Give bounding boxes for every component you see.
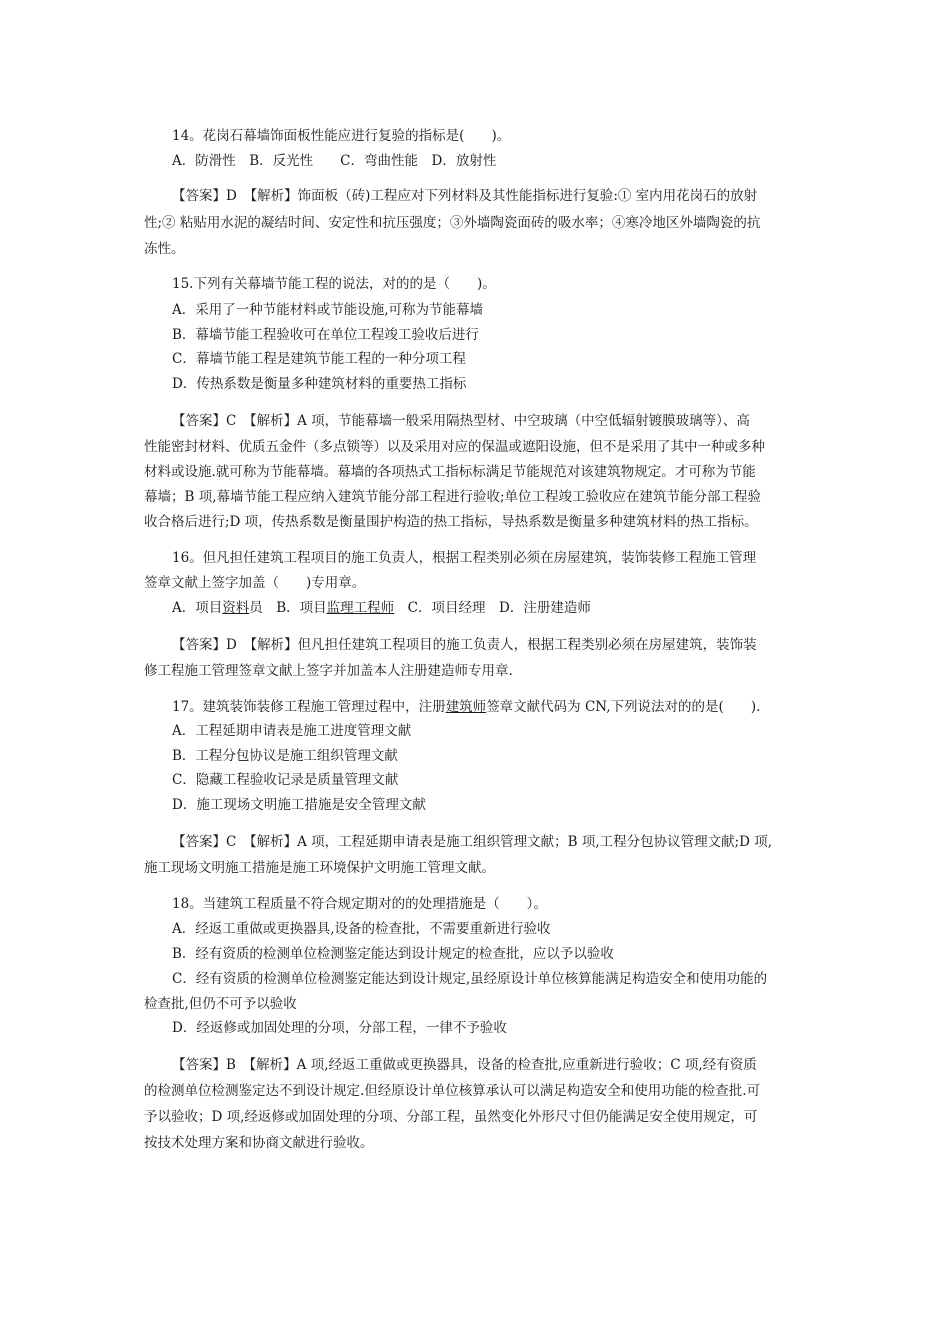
question-18-option-a: A．经返工重做或更换器具,设备的检查批，不需要重新进行验收 (172, 921, 551, 937)
question-16-line-2: 签章文献上签字加盖（ )专用章。 (144, 575, 366, 591)
answer-16-line-2: 修工程施工管理签章文献上签字并加盖本人注册建造师专用章. (144, 663, 513, 679)
answer-16-line-1: 【答案】D 【解析】但凡担任建筑工程项目的施工负责人，根据工程类别必须在房屋建筑，装饰装 (172, 637, 757, 653)
option-rest: C．项目经理 D．注册建造师 (394, 600, 591, 616)
option-prefix: A．项目 (172, 600, 223, 616)
answer-18-line-4: 按技术处理方案和协商文献进行验收。 (144, 1135, 374, 1151)
question-17-suffix: 签章文献代码为 CN,下列说法对的的是( ). (486, 699, 761, 715)
answer-15-line-2: 性能密封材料、优质五金件（多点锁等）以及采用对应的保温或遮阳设施，但不是采用了其中一种或多种 (144, 439, 765, 455)
question-17-prefix: 17。建筑装饰装修工程施工管理过程中，注册 (172, 699, 446, 715)
question-15-option-b: B．幕墙节能工程验收可在单位工程竣工验收后进行 (172, 327, 479, 343)
underlined-term-ziliao: 资料 (222, 600, 250, 616)
answer-17-line-1: 【答案】C 【解析】A 项，工程延期申请表是施工组织管理文献；B 项,工程分包协议管理文献;D 项, (172, 834, 773, 850)
question-14-text: 14。花岗石幕墙饰面板性能应进行复验的指标是( )。 (172, 128, 511, 144)
question-17-text (172, 695, 760, 719)
answer-15-line-1: 【答案】C 【解析】A 项，节能幕墙一般采用隔热型材、中空玻璃（中空低辐射镀膜玻璃等）、高 (172, 413, 750, 429)
question-16-options (172, 596, 591, 620)
answer-18-line-2: 的检测单位检测鉴定达不到设计规定.但经原设计单位核算承认可以满足构造安全和使用功能的检查批.可 (144, 1083, 761, 1099)
answer-14-line-1: 【答案】D 【解析】饰面板（砖)工程应对下列材料及其性能指标进行复验:① 室内用花岗石的放射 (172, 188, 758, 204)
answer-15-line-5: 收合格后进行;D 项，传热系数是衡量围护构造的热工指标，导热系数是衡量多种建筑材料的热工指标。 (144, 514, 758, 530)
question-18-option-c-line-2: 检查批,但仍不可予以验收 (144, 996, 297, 1012)
option-middle: 员 B．项目 (249, 600, 327, 616)
question-17-option-d: D．施工现场文明施工措施是安全管理文献 (172, 797, 426, 813)
answer-18-line-3: 予以验收；D 项,经返修或加固处理的分项、分部工程，虽然变化外形尺寸但仍能满足安全使用规定，可 (144, 1109, 758, 1125)
question-15-text: 15.下列有关幕墙节能工程的说法，对的的是（ )。 (172, 276, 496, 292)
question-17-option-c: C．隐藏工程验收记录是质量管理文献 (172, 772, 399, 788)
question-18-option-b: B．经有资质的检测单位检测鉴定能达到设计规定的检查批，应以予以验收 (172, 946, 614, 962)
underlined-term-jianzhushi: 建筑师 (445, 699, 487, 715)
answer-15-line-3: 材料或设施.就可称为节能幕墙。幕墙的各项热式工指标标满足节能规范对该建筑物规定。才可称为节能 (144, 464, 756, 480)
answer-14-line-3: 冻性。 (144, 241, 185, 257)
answer-17-line-2: 施工现场文明施工措施是施工环境保护文明施工管理文献。 (144, 860, 495, 876)
question-15-option-a: A．采用了一种节能材料或节能设施,可称为节能幕墙 (172, 302, 484, 318)
question-16-line-1: 16。但凡担任建筑工程项目的施工负责人，根据工程类别必须在房屋建筑，装饰装修工程施工管理 (172, 550, 757, 566)
question-17-option-b: B．工程分包协议是施工组织管理文献 (172, 748, 398, 764)
question-18-option-d: D．经返修或加固处理的分项，分部工程，一律不予验收 (172, 1020, 507, 1036)
question-18-text: 18。当建筑工程质量不符合规定期对的的处理措施是（ ）。 (172, 896, 547, 912)
question-15-option-d: D．传热系数是衡量多种建筑材料的重要热工指标 (172, 376, 467, 392)
answer-15-line-4: 幕墙；B 项,幕墙节能工程应纳入建筑节能分部工程进行验收;单位工程竣工验收应在建筑节能分部工程验 (144, 489, 762, 505)
question-15-option-c: C．幕墙节能工程是建筑节能工程的一种分项工程 (172, 351, 466, 367)
question-18-option-c-line-1: C．经有资质的检测单位检测鉴定能达到设计规定,虽经原设计单位核算能满足构造安全和使用功能的 (172, 971, 768, 987)
underlined-term-jianli: 监理工程师 (326, 600, 395, 616)
answer-14-line-2: 性;② 粘贴用水泥的凝结时间、安定性和抗压强度；③外墙陶瓷面砖的吸水率；④寒冷地区外墙陶瓷的抗 (144, 215, 761, 231)
question-17-option-a: A．工程延期申请表是施工进度管理文献 (172, 723, 412, 739)
answer-18-line-1: 【答案】B 【解析】A 项,经返工重做或更换器具，设备的检查批,应重新进行验收；C 项,经有资质 (172, 1057, 757, 1073)
question-14-options: A．防滑性 B．反光性 C．弯曲性能 D．放射性 (172, 153, 497, 169)
